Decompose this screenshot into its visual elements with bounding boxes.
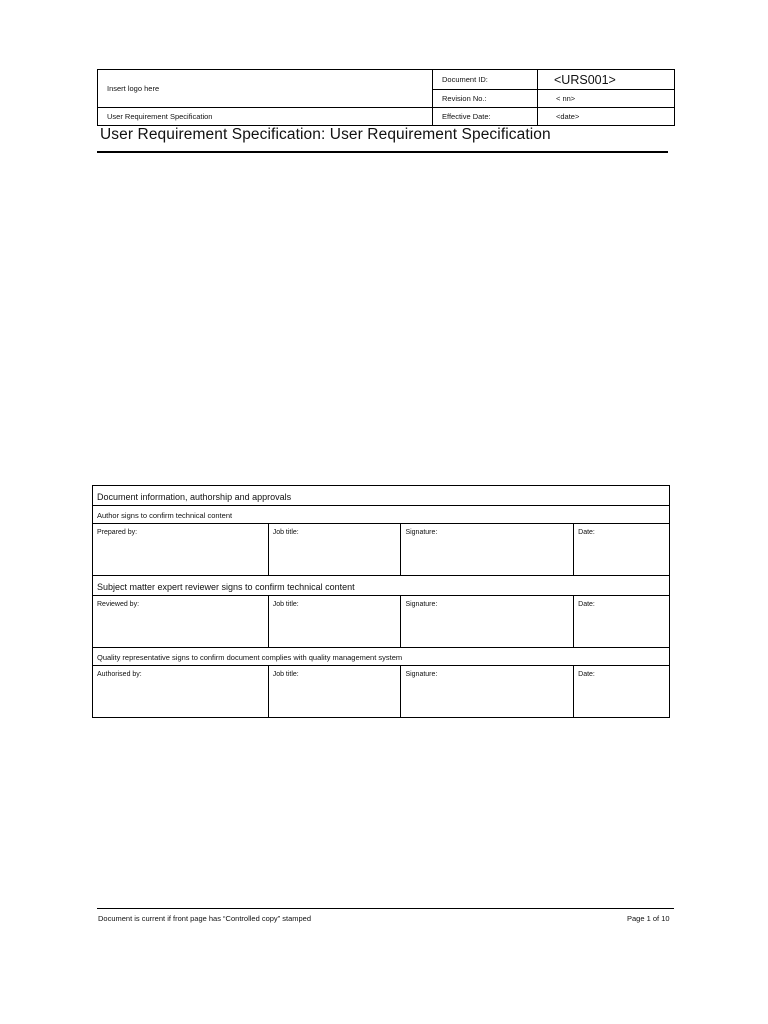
quality-section-heading: Quality representative signs to confirm document complies with quality management system	[93, 648, 670, 666]
effective-date-value: <date>	[538, 108, 675, 126]
quality-date-field[interactable]: Date:	[574, 666, 670, 718]
reviewer-date-field[interactable]: Date:	[574, 596, 670, 648]
author-section-heading: Author signs to confirm technical content	[93, 506, 670, 524]
approvals-heading: Document information, authorship and approvals	[93, 486, 670, 506]
author-date-field[interactable]: Date:	[574, 524, 670, 576]
approvals-table	[92, 485, 670, 718]
effective-date-label: Effective Date:	[433, 108, 538, 126]
revision-label: Revision No.:	[433, 90, 538, 108]
author-signature-field[interactable]: Signature:	[401, 524, 574, 576]
title-divider	[97, 151, 668, 153]
logo-placeholder: Insert logo here	[98, 70, 433, 108]
revision-value: < nn>	[538, 90, 675, 108]
reviewer-job-title-field[interactable]: Job title:	[268, 596, 401, 648]
footer-note: Document is current if front page has “Controlled copy” stamped	[98, 914, 312, 923]
prepared-by-field[interactable]: Prepared by:	[93, 524, 269, 576]
author-job-title-field[interactable]: Job title:	[268, 524, 401, 576]
reviewer-signature-field[interactable]: Signature:	[401, 596, 574, 648]
footer-divider	[97, 908, 674, 909]
quality-job-title-field[interactable]: Job title:	[268, 666, 401, 718]
page-title: User Requirement Specification: User Requirement Specification	[100, 126, 551, 143]
document-id-value: <URS001>	[538, 70, 675, 90]
doc-name: User Requirement Specification	[98, 108, 433, 126]
quality-signature-field[interactable]: Signature:	[401, 666, 574, 718]
authorised-by-field[interactable]: Authorised by:	[93, 666, 269, 718]
reviewed-by-field[interactable]: Reviewed by:	[93, 596, 269, 648]
document-header-table	[97, 69, 675, 126]
page-number: Page 1 of 10	[627, 914, 670, 923]
reviewer-section-heading: Subject matter expert reviewer signs to confirm technical content	[93, 576, 670, 596]
document-id-label: Document ID:	[433, 70, 538, 90]
